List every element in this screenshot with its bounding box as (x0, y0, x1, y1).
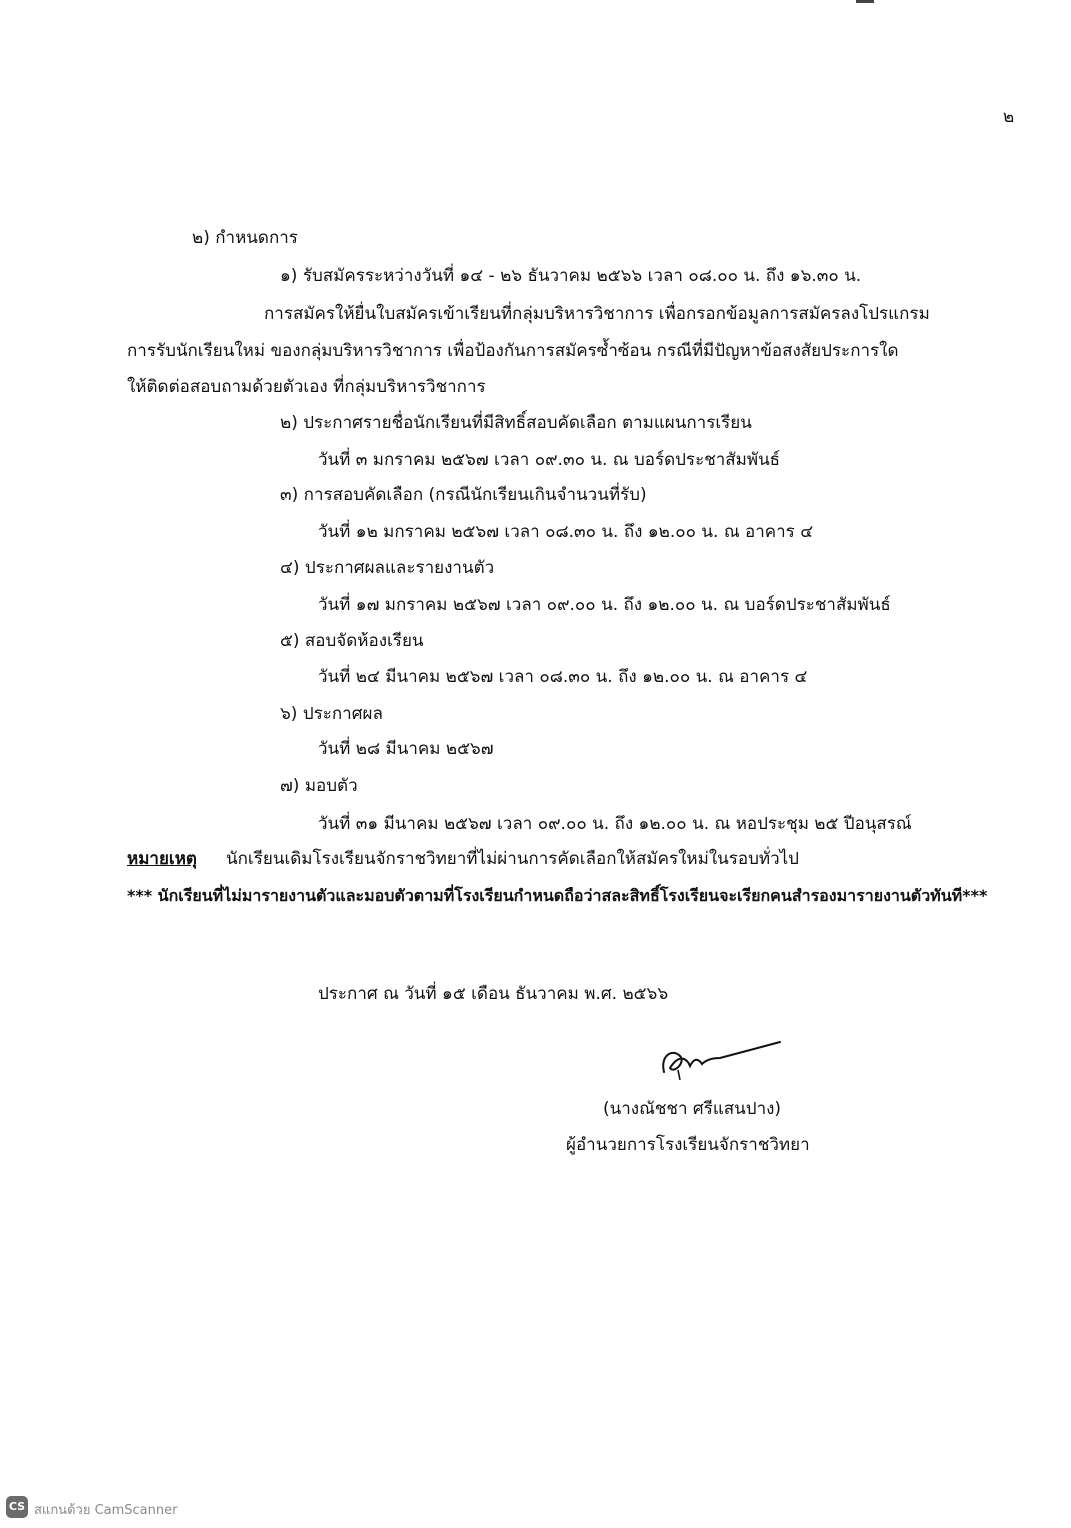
schedule-item-5: ๕) สอบจัดห้องเรียน (280, 631, 424, 651)
scan-mark (856, 0, 874, 3)
paragraph-line-2: การรับนักเรียนใหม่ ของกลุ่มบริหารวิชาการ เพื่อป้องกันการสมัครซ้ำซ้อน กรณีที่มีปัญหาข้อสงสัยประการใด (127, 341, 899, 361)
schedule-item-6: ๖) ประกาศผล (280, 704, 383, 724)
announcement-date: ประกาศ ณ วันที่ ๑๕ เดือน ธันวาคม พ.ศ. ๒๕๖๖ (318, 984, 669, 1004)
paragraph-line-3: ให้ติดต่อสอบถามด้วยตัวเอง ที่กลุ่มบริหารวิชาการ (127, 377, 486, 397)
signature (650, 1034, 790, 1084)
note-label: หมายเหตุ (127, 849, 197, 869)
camscanner-text: สแกนด้วย CamScanner (34, 1503, 178, 1518)
schedule-detail-2: วันที่ ๓ มกราคม ๒๕๖๗ เวลา ๐๙.๓๐ น. ณ บอร์ดประชาสัมพันธ์ (318, 450, 781, 470)
schedule-detail-6: วันที่ ๒๘ มีนาคม ๒๕๖๗ (318, 739, 494, 759)
schedule-item-4: ๔) ประกาศผลและรายงานตัว (280, 558, 495, 578)
warning-text: *** นักเรียนที่ไม่มารายงานตัวและมอบตัวตามที่โรงเรียนกำหนดถือว่าสละสิทธิ์โรงเรียนจะเรียกคนสำรองมารายงานตัวทันที*** (127, 886, 988, 905)
note-text: นักเรียนเดิมโรงเรียนจักราชวิทยาที่ไม่ผ่านการคัดเลือกให้สมัครใหม่ในรอบทั่วไป (226, 849, 799, 869)
schedule-item-3: ๓) การสอบคัดเลือก (กรณีนักเรียนเกินจำนวนที่รับ) (280, 485, 647, 505)
signatory-position: ผู้อำนวยการโรงเรียนจักราชวิทยา (566, 1135, 810, 1155)
schedule-detail-3: วันที่ ๑๒ มกราคม ๒๕๖๗ เวลา ๐๘.๓๐ น. ถึง ๑๒.๐๐ น. ณ อาคาร ๔ (318, 522, 814, 542)
schedule-item-1: ๑) รับสมัครระหว่างวันที่ ๑๔ - ๒๖ ธันวาคม ๒๕๖๖ เวลา ๐๘.๐๐ น. ถึง ๑๖.๓๐ น. (280, 266, 862, 286)
schedule-detail-7: วันที่ ๓๑ มีนาคม ๒๕๖๗ เวลา ๐๙.๐๐ น. ถึง ๑๒.๐๐ น. ณ หอประชุม ๒๕ ปีอนุสรณ์ (318, 814, 912, 834)
schedule-detail-4: วันที่ ๑๗ มกราคม ๒๕๖๗ เวลา ๐๙.๐๐ น. ถึง ๑๒.๐๐ น. ณ บอร์ดประชาสัมพันธ์ (318, 595, 891, 615)
page-number: ๒ (1003, 107, 1015, 127)
schedule-item-2: ๒) ประกาศรายชื่อนักเรียนที่มีสิทธิ์สอบคัดเลือก ตามแผนการเรียน (280, 413, 752, 433)
schedule-item-7: ๗) มอบตัว (280, 776, 358, 796)
schedule-detail-5: วันที่ ๒๔ มีนาคม ๒๕๖๗ เวลา ๐๘.๓๐ น. ถึง ๑๒.๐๐ น. ณ อาคาร ๔ (318, 667, 808, 687)
camscanner-logo: CS (6, 1496, 28, 1518)
signatory-name: (นางณัชชา ศรีแสนปาง) (603, 1099, 782, 1119)
paragraph-line-1: การสมัครให้ยื่นใบสมัครเข้าเรียนที่กลุ่มบริหารวิชาการ เพื่อกรอกข้อมูลการสมัครลงโปรแกรม (264, 304, 930, 324)
section-heading: ๒) กำหนดการ (192, 228, 298, 248)
